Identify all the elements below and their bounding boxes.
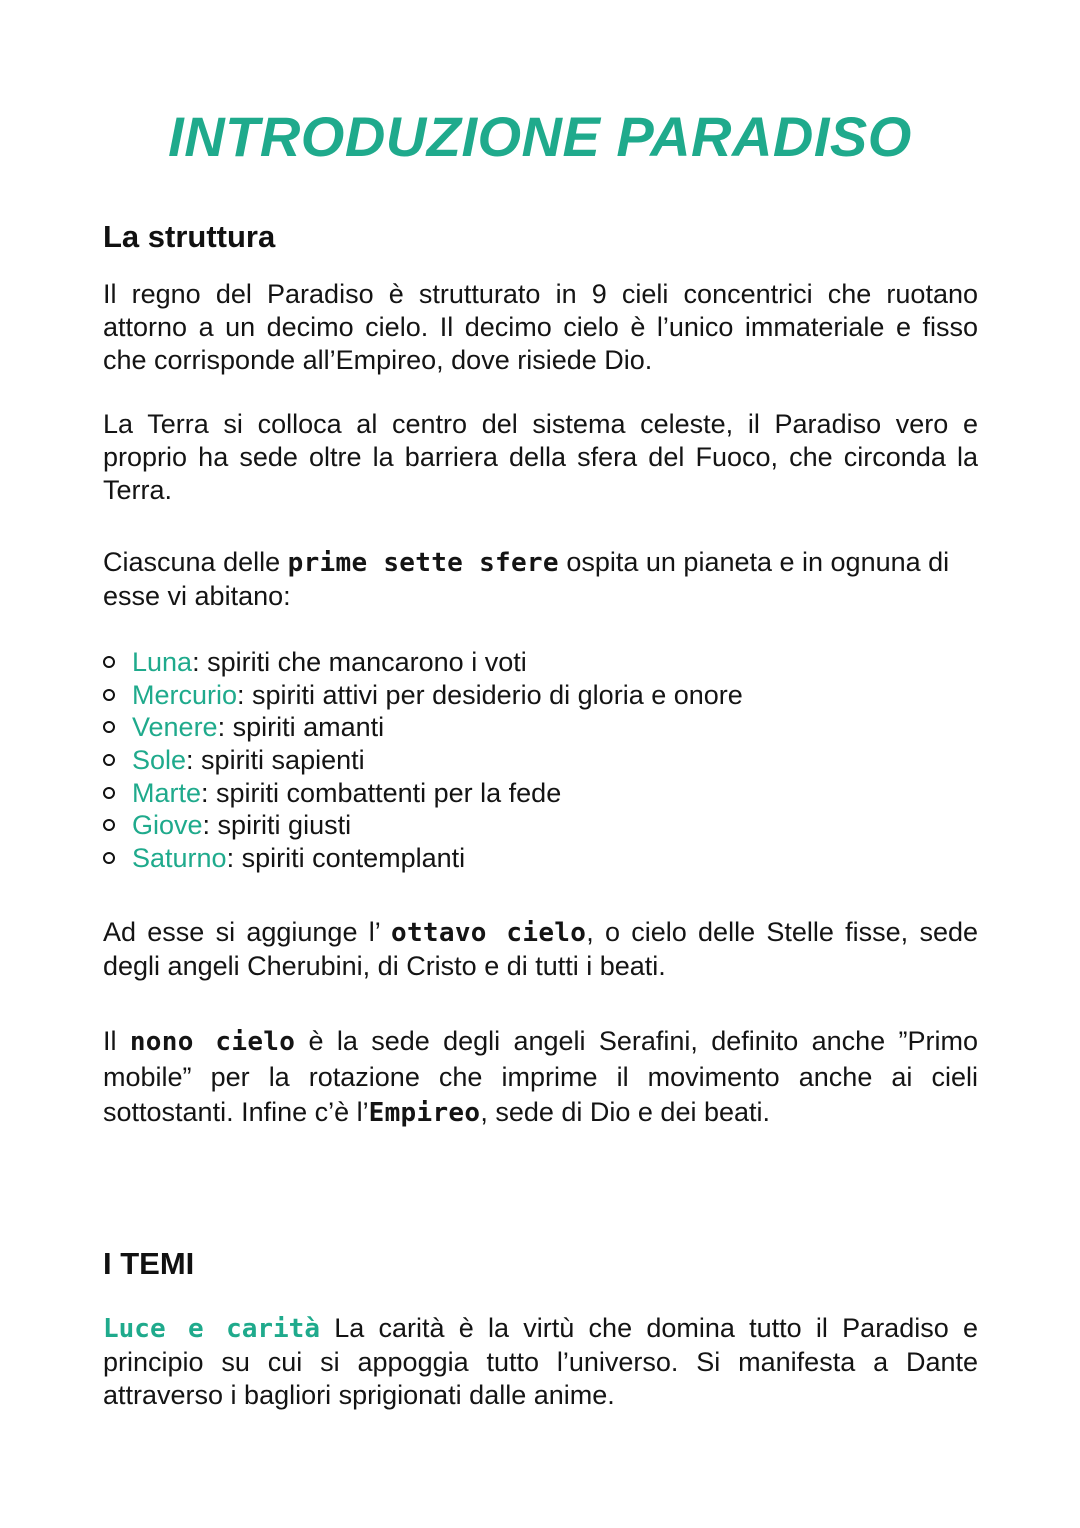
paragraph-luce-after: La carità è la virtù che domina tutto il Paradiso e principio su cui si appoggia tutto l’universo. Si manifesta a Dante attraverso i bagliori sprigionati dalle anime. xyxy=(103,1313,978,1410)
planet-description: : spiriti combattenti per la fede xyxy=(201,777,562,808)
list-item xyxy=(103,679,978,712)
paragraph-terra: La Terra si colloca al centro del sistema celeste, il Paradiso vero e proprio ha sede oltre la barriera della sfera del Fuoco, che circonda la Terra. xyxy=(103,409,978,505)
paragraph-ottavo-after: , o cielo delle Stelle fisse, sede degli angeli Cherubini, di Cristo e di tutti i beati. xyxy=(103,917,978,981)
hollow-circle-bullet-icon xyxy=(103,852,115,864)
hollow-circle-bullet-icon xyxy=(103,721,115,733)
planet-name: Venere xyxy=(132,712,218,743)
planet-name: Mercurio xyxy=(132,679,238,710)
paragraph-nono-after: , sede di Dio e dei beati. xyxy=(480,1097,771,1127)
planet-name: Luna xyxy=(132,647,193,677)
page-title: INTRODUZIONE PARADISO xyxy=(168,105,912,168)
emphasis-ottavo-cielo: ottavo cielo xyxy=(391,918,587,948)
planet-name: Sole xyxy=(132,745,187,776)
spheres-list xyxy=(103,646,978,875)
paragraph-ottavo-cielo xyxy=(103,916,978,983)
paragraph-cieli: Il regno del Paradiso è strutturato in 9 cieli concentrici che ruotano attorno a un decimo cielo. Il decimo cielo è l’unico immateriale e fisso che corrisponde all’Empireo, dove risiede Dio. xyxy=(103,279,978,375)
hollow-circle-bullet-icon xyxy=(103,787,115,799)
paragraph-nono-before: Il xyxy=(103,1026,130,1056)
list-item xyxy=(103,744,978,777)
planet-description: : spiriti sapienti xyxy=(186,745,365,776)
list-item xyxy=(103,711,978,744)
emphasis-luce-carita: Luce e carità xyxy=(103,1314,320,1344)
section-heading-struttura: La struttura xyxy=(103,219,276,254)
list-item xyxy=(103,646,978,679)
planet-description: : spiriti contemplanti xyxy=(226,843,466,874)
emphasis-nono-cielo: nono cielo xyxy=(129,1027,296,1057)
planet-name: Marte xyxy=(132,777,202,808)
planet-name: Saturno xyxy=(132,843,227,874)
list-item xyxy=(103,842,978,875)
planet-description: : spiriti che mancarono i voti xyxy=(192,647,527,677)
list-item xyxy=(103,809,978,842)
paragraph-luce-carita xyxy=(103,1312,978,1412)
hollow-circle-bullet-icon xyxy=(103,754,115,766)
emphasis-empireo: Empireo xyxy=(368,1098,481,1128)
hollow-circle-bullet-icon xyxy=(103,689,115,701)
planet-name: Giove xyxy=(132,810,203,841)
section-heading-temi: I TEMI xyxy=(103,1246,195,1281)
planet-description: : spiriti giusti xyxy=(202,810,352,841)
paragraph-sfere-after: ospita un pianeta e in ognuna di esse vi abitano: xyxy=(103,547,950,611)
paragraph-ottavo-before: Ad esse si aggiunge l’ xyxy=(103,917,391,947)
paragraph-nono-cielo xyxy=(103,1024,978,1131)
list-item xyxy=(103,777,978,810)
paragraph-nono-middle: è la sede degli angeli Serafini, definito anche ”Primo mobile” per la rotazione che imprime il movimento anche ai cieli sottostanti. Infine c’è l’ xyxy=(103,1026,978,1127)
paragraph-sfere-before: Ciascuna delle xyxy=(103,547,288,577)
paragraph-sfere xyxy=(103,546,978,613)
planet-description: : spiriti amanti xyxy=(217,712,385,743)
planet-description: : spiriti attivi per desiderio di gloria e onore xyxy=(237,679,743,710)
hollow-circle-bullet-icon xyxy=(103,819,115,831)
emphasis-prime-sette-sfere: prime sette sfere xyxy=(287,548,559,578)
hollow-circle-bullet-icon xyxy=(103,656,115,668)
